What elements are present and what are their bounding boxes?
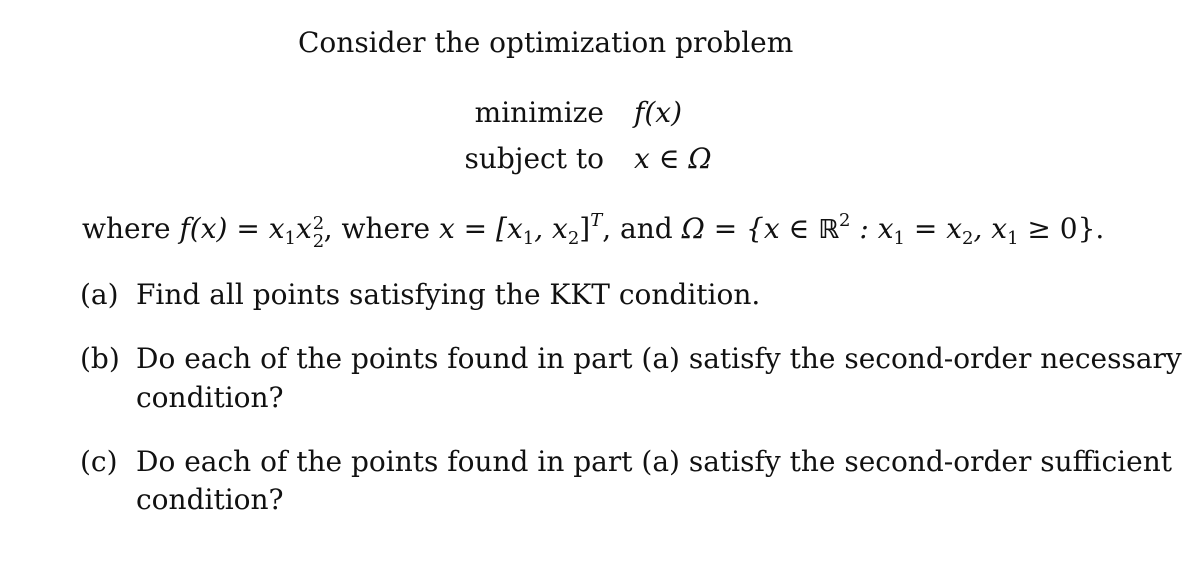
item-label: (b) — [80, 342, 120, 375]
transpose-superscript: T — [590, 210, 603, 231]
vector-comma: , x — [534, 212, 568, 245]
set-condition-end: ≥ 0}. — [1018, 212, 1105, 245]
constraint-value: x ∈ Ω — [634, 142, 712, 175]
item-label: (a) — [80, 278, 119, 311]
and-text: , and — [602, 212, 682, 245]
subscript: 2 — [962, 228, 974, 249]
subscript: 2 — [567, 228, 580, 249]
set-condition: , x — [973, 212, 1008, 245]
definition-line — [82, 210, 1105, 252]
set-condition: = x — [904, 212, 963, 245]
objective-value: f(x) — [634, 96, 683, 129]
where-text: , where — [323, 212, 439, 245]
variable-x: x — [295, 212, 312, 245]
reals-symbol: ℝ — [818, 215, 840, 245]
intro-text: Consider the optimization problem — [298, 26, 794, 59]
item-text: Do each of the points found in part (a) satisfy the second-order necessary — [136, 342, 1182, 375]
subscript: 1 — [284, 228, 296, 249]
vector-def: x = [x — [438, 212, 523, 245]
constraint-row — [454, 142, 712, 176]
list-item — [80, 445, 1172, 479]
list-item — [80, 342, 1182, 376]
list-item — [80, 278, 760, 312]
item-text: Find all points satisfying the KKT condition. — [136, 278, 761, 311]
where-text: where — [82, 212, 180, 245]
sup-sub-stack — [312, 213, 325, 252]
subscript: 1 — [893, 228, 905, 249]
item-continuation: condition? — [136, 381, 284, 414]
bracket: ] — [579, 212, 591, 245]
set-def: Ω = {x ∈ — [681, 212, 819, 245]
item-text: Do each of the points found in part (a) satisfy the second-order sufficient — [136, 445, 1172, 478]
item-label: (c) — [80, 445, 118, 478]
objective-row — [454, 96, 682, 130]
constraint-label: subject to — [464, 142, 604, 175]
item-continuation: condition? — [136, 483, 284, 516]
set-condition: : x — [850, 212, 894, 245]
superscript: 2 — [839, 210, 851, 231]
objective-label: minimize — [474, 96, 604, 129]
function-def: f(x) = x — [179, 212, 285, 245]
subscript: 1 — [522, 228, 535, 249]
subscript: 2 — [312, 231, 325, 252]
subscript: 1 — [1007, 228, 1019, 249]
superscript: 2 — [312, 213, 325, 234]
